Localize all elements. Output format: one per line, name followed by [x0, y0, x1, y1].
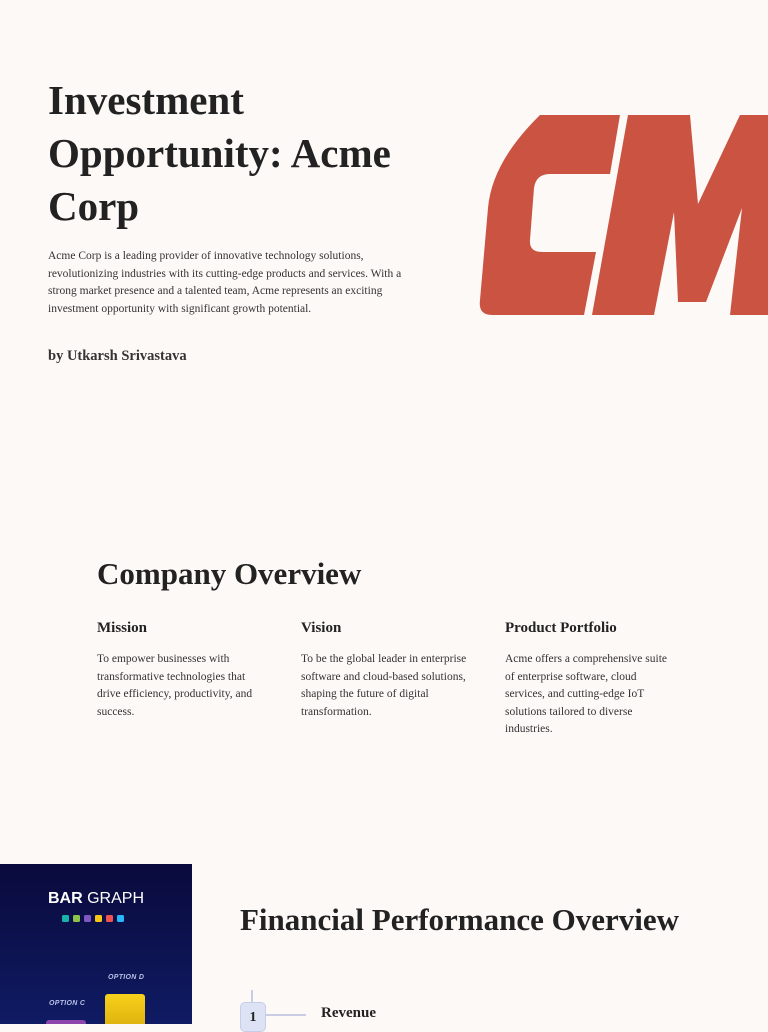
mission-text: To empower businesses with transformative technologies that drive efficiency, productivity, and success. [97, 653, 253, 718]
timeline-connector [266, 1014, 306, 1016]
hero-title: Investment Opportunity: Acme Corp [48, 77, 391, 229]
option-c-label: OPTION C [49, 1000, 86, 1007]
option-d-label: OPTION D [108, 974, 145, 981]
vision-text: To be the global leader in enterprise software and cloud-based solutions, shaping the future of digital transformation. [301, 653, 467, 718]
timeline-step-badge: 1 [240, 1002, 266, 1032]
swatch [106, 915, 113, 922]
product-portfolio-text: Acme offers a comprehensive suite of enterprise software, cloud services, and cutting-edge IoT solutions tailored to diverse industries. [505, 653, 668, 735]
option-d-bar [105, 994, 145, 1024]
swatch [73, 915, 80, 922]
swatch [62, 915, 69, 922]
option-c-bar [46, 1020, 86, 1024]
swatch [84, 915, 91, 922]
swatch [117, 915, 124, 922]
mission-card [97, 620, 265, 721]
hero-author: by Utkarsh Srivastava [48, 348, 187, 364]
product-portfolio-card [505, 620, 673, 739]
color-swatches [62, 915, 124, 922]
product-portfolio-heading: Product Portfolio [505, 620, 617, 636]
vision-card [301, 620, 469, 721]
acme-logo [478, 112, 768, 318]
timeline-step-label: Revenue [321, 1005, 376, 1021]
bar-graph-thumbnail [0, 864, 192, 1024]
swatch [95, 915, 102, 922]
bar-graph-thumbnail-title: BAR GRAPH [47, 890, 144, 907]
financial-title: Financial Performance Overview [240, 902, 680, 937]
mission-heading: Mission [97, 620, 148, 636]
hero-description: Acme Corp is a leading provider of innovative technology solutions, revolutionizing industries with its cutting-edge products and services. With a strong market presence and a talented team, Acme represents an exciting investment opportunity with significant growth potential. [48, 250, 402, 315]
vision-heading: Vision [301, 620, 342, 636]
overview-title: Company Overview [97, 556, 362, 591]
